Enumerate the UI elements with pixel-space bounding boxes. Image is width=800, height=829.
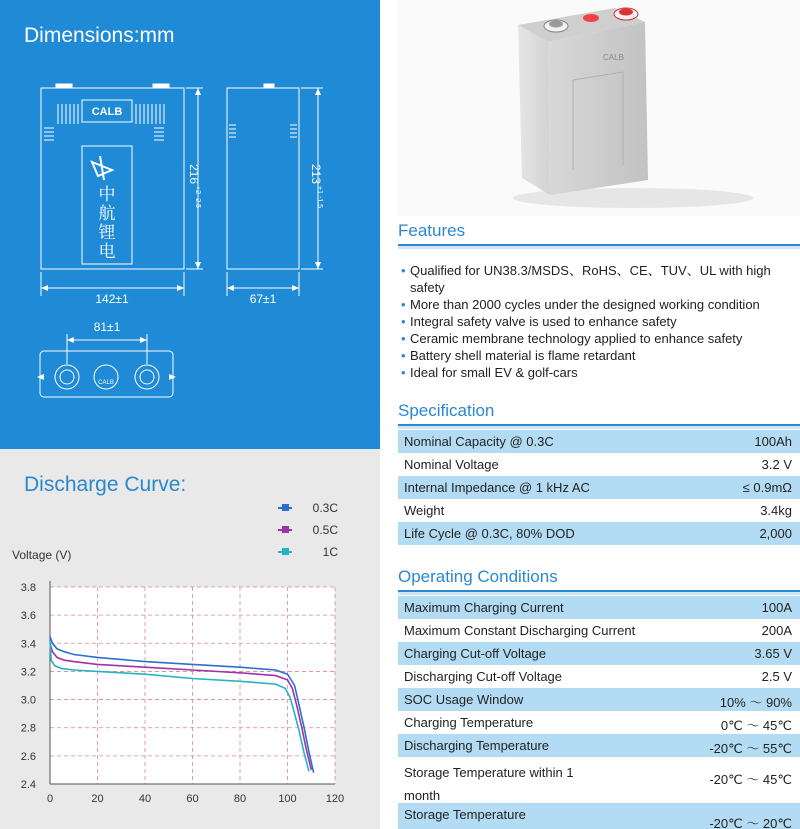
height-total-dimension: 216 bbox=[187, 164, 201, 185]
op-key: SOC Usage Window bbox=[404, 692, 524, 707]
discharge-curve-panel bbox=[0, 449, 380, 829]
table-row bbox=[398, 757, 800, 803]
y-tick-label: 3.8 bbox=[20, 582, 36, 594]
y-axis-label: Voltage (V) bbox=[12, 548, 72, 562]
op-key: Charging Temperature bbox=[404, 715, 534, 730]
specification-title: Specification bbox=[398, 401, 495, 420]
table-row bbox=[398, 803, 800, 829]
spec-key: Life Cycle @ 0.3C, 80% DOD bbox=[404, 526, 575, 541]
legend-label: 0.5C bbox=[312, 523, 338, 537]
table-row bbox=[398, 711, 800, 734]
battery-illustration bbox=[398, 0, 800, 216]
feature-item: • Ideal for small EV & golf-cars bbox=[398, 364, 800, 381]
chinese-char-1: 中 bbox=[98, 185, 116, 205]
table-row bbox=[398, 453, 800, 476]
discharge-chart bbox=[0, 569, 380, 829]
front-terminal-right bbox=[153, 84, 169, 88]
spec-value: 3.4kg bbox=[760, 503, 792, 518]
op-key: Discharging Cut-off Voltage bbox=[404, 669, 563, 684]
feature-item: • More than 2000 cycles under the designed working condition bbox=[398, 296, 800, 313]
height-body-tolerance: +1 -1.5 bbox=[316, 186, 323, 208]
op-key: Maximum Constant Discharging Current bbox=[404, 623, 636, 638]
op-value: 10% ～ 90% bbox=[719, 695, 792, 710]
op-value: 3.65 V bbox=[754, 646, 792, 661]
legend-label: 0.3C bbox=[312, 501, 338, 515]
spec-value: 3.2 V bbox=[761, 457, 792, 472]
y-tick-label: 3.6 bbox=[20, 610, 36, 623]
op-value: 2.5 V bbox=[761, 669, 792, 684]
y-tick-label: 2.4 bbox=[20, 779, 36, 791]
thickness-dimension: 67±1 bbox=[249, 292, 277, 306]
height-body-dimension: 213 bbox=[309, 164, 323, 185]
spec-key: Nominal Capacity @ 0.3C bbox=[404, 434, 554, 449]
side-view-outline bbox=[227, 88, 299, 269]
side-hatch bbox=[229, 125, 297, 137]
table-row bbox=[398, 430, 800, 453]
table-row bbox=[398, 642, 800, 665]
dimension-drawing bbox=[0, 0, 380, 449]
front-terminal-left bbox=[56, 84, 72, 88]
table-row bbox=[398, 476, 800, 499]
feature-item: • Battery shell material is flame retardant bbox=[398, 347, 800, 364]
photo-brand: CALB bbox=[603, 53, 624, 62]
op-value: 200A bbox=[761, 623, 792, 638]
x-tick-label: 120 bbox=[325, 793, 345, 805]
x-tick-label: 20 bbox=[91, 793, 104, 805]
x-tick-label: 60 bbox=[186, 793, 199, 805]
op-key: Storage Temperature within 1 month bbox=[404, 765, 574, 803]
op-key: Charging Cut-off Voltage bbox=[404, 646, 547, 661]
dimensions-title: Dimensions:mm bbox=[24, 24, 175, 47]
x-tick-label: 0 bbox=[46, 793, 54, 805]
legend-label: 1C bbox=[322, 545, 338, 559]
op-value: -20℃ ～ 20℃ bbox=[709, 816, 792, 829]
spec-key: Nominal Voltage bbox=[404, 457, 499, 472]
feature-item: • Qualified for UN38.3/MSDS、RoHS、CE、TUV、UL with high safety bbox=[398, 262, 800, 296]
y-tick-label: 2.8 bbox=[20, 722, 36, 735]
spec-key: Internal Impedance @ 1 kHz AC bbox=[404, 480, 590, 495]
table-row bbox=[398, 665, 800, 688]
terminal-left bbox=[55, 365, 79, 389]
table-row bbox=[398, 596, 800, 619]
op-value: 0℃ ～ 45℃ bbox=[720, 718, 792, 733]
front-hatch-left bbox=[58, 104, 78, 124]
legend-marker bbox=[282, 504, 289, 511]
front-hatch-right bbox=[136, 104, 164, 124]
features-list bbox=[398, 262, 800, 381]
front-brand-text: CALB bbox=[91, 106, 123, 118]
discharge-curve-title: Discharge Curve: bbox=[24, 473, 187, 496]
y-tick-label: 3.4 bbox=[20, 638, 36, 651]
specification-divider bbox=[398, 424, 800, 429]
op-value: 100A bbox=[761, 600, 792, 615]
terminal-right bbox=[135, 365, 159, 389]
y-tick-label: 3.0 bbox=[20, 694, 36, 707]
top-view-logo: CALB bbox=[98, 380, 114, 386]
operating-table bbox=[398, 596, 800, 829]
photo-safety-valve bbox=[583, 14, 599, 22]
table-row bbox=[398, 522, 800, 545]
y-tick-label: 3.2 bbox=[20, 666, 36, 679]
op-key: Maximum Charging Current bbox=[404, 600, 564, 615]
battery-left-face bbox=[518, 25, 550, 195]
x-tick-label: 40 bbox=[138, 793, 152, 805]
table-row bbox=[398, 734, 800, 757]
feature-item: • Ceramic membrane technology applied to enhance safety bbox=[398, 330, 800, 347]
y-tick-label: 2.6 bbox=[20, 750, 36, 763]
spec-value: 100Ah bbox=[754, 434, 792, 449]
chinese-char-4: 电 bbox=[98, 242, 116, 262]
height-total-tolerance: +2 -2.5 bbox=[194, 186, 201, 208]
chinese-char-2: 航 bbox=[98, 204, 116, 224]
feature-item: • Integral safety valve is used to enhance safety bbox=[398, 313, 800, 330]
features-title: Features bbox=[398, 221, 466, 240]
legend-item-0.3c bbox=[278, 501, 358, 515]
op-value: -20℃ ～ 45℃ bbox=[709, 772, 792, 787]
width-dimension: 142±1 bbox=[95, 292, 129, 306]
battery-photo bbox=[398, 0, 800, 216]
terminal-spacing-dimension: 81±1 bbox=[93, 320, 121, 334]
x-tick-label: 80 bbox=[233, 793, 247, 805]
calb-logo-mark bbox=[92, 156, 112, 180]
legend-item-0.5c bbox=[278, 523, 358, 537]
table-row bbox=[398, 619, 800, 642]
operating-divider bbox=[398, 590, 800, 595]
spec-key: Weight bbox=[404, 503, 445, 518]
op-key: Discharging Temperature bbox=[404, 738, 549, 753]
op-key: Storage Temperature bbox=[404, 807, 526, 822]
legend-marker bbox=[282, 548, 289, 555]
dimensions-panel bbox=[0, 0, 380, 449]
chinese-char-3: 锂 bbox=[98, 223, 116, 243]
operating-title: Operating Conditions bbox=[398, 567, 558, 586]
table-row bbox=[398, 499, 800, 522]
x-tick-label: 100 bbox=[278, 793, 297, 805]
spec-value: ≤ 0.9mΩ bbox=[742, 480, 792, 495]
specification-table bbox=[398, 430, 800, 545]
table-row bbox=[398, 688, 800, 711]
features-divider bbox=[398, 244, 800, 249]
op-value: -20℃ ～ 55℃ bbox=[709, 741, 792, 756]
legend-marker bbox=[282, 526, 289, 533]
front-corner-hatch bbox=[44, 128, 164, 140]
spec-value: 2,000 bbox=[759, 526, 792, 541]
legend-item-1c bbox=[278, 545, 358, 559]
battery-front-face bbox=[548, 22, 648, 195]
